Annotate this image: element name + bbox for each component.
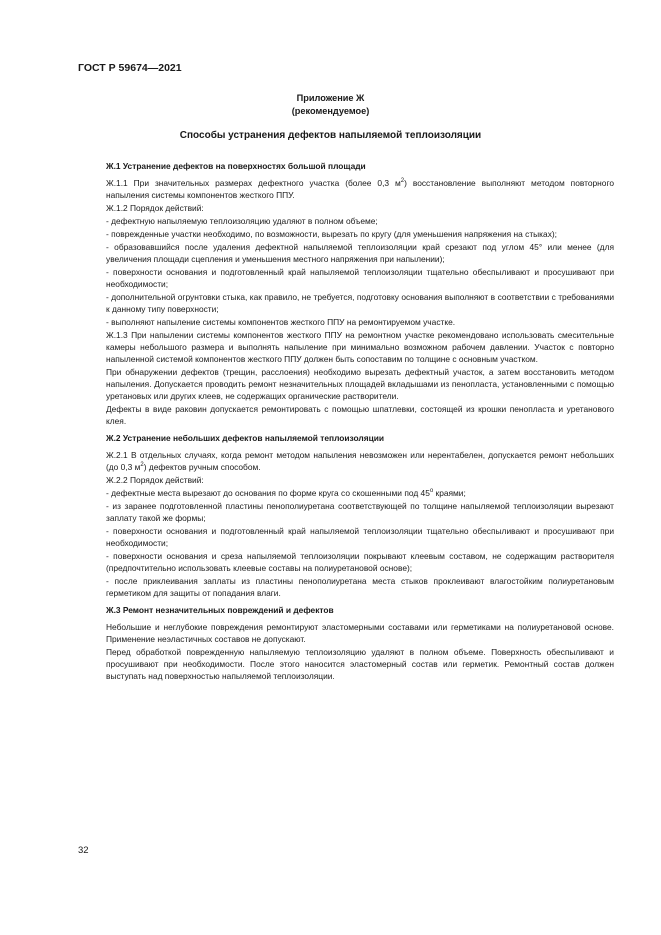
page-number: 32: [78, 845, 89, 856]
appendix-heading: [0, 92, 661, 118]
section-heading-3: Ж.3 Ремонт незначительных повреждений и дефектов: [106, 605, 334, 615]
list-item: - поверхности основания и подготовленный край напыляемой теплоизоляции тщательно обеспыливают и просушивают при необходимости;: [106, 526, 614, 548]
list-item: - из заранее подготовленной пластины пенополиуретана соответствующей по толщине напыляемой теплоизоляции вырезают заплату такой же формы;: [106, 501, 614, 523]
paragraph: Ж.2.1 В отдельных случаях, когда ремонт методом напыления невозможен или нерентабелен, допускается ремонт небольших (до 0,3 $м^2$) дефектов ручным способом.: [106, 450, 614, 472]
section-heading-2: Ж.2 Устранение небольших дефектов напыляемой теплоизоляции: [106, 433, 385, 443]
list-item: - поврежденные участки необходимо, по возможности, вырезать по кругу (для уменьшения напряжения на стыках);: [106, 229, 557, 239]
paragraph: Ж.1.2 Порядок действий:: [106, 203, 204, 213]
paragraph: Перед обработкой поврежденную напыляемую теплоизоляцию удаляют в полном объеме. Поверхность обеспыливают и просушивают при необходимости. После этого наносится эластомерный состав или герметик. Ремонтный состав должен выступать над поверхностью напыляемой теплоизоляции.: [106, 647, 614, 681]
document-body: [106, 160, 614, 683]
paragraph: Ж.1.1 При значительных размерах дефектного участка (более 0,3 $м^2$) восстановление выполняют методом повторного напыления системы компонентов жесткого ППУ.: [106, 178, 614, 200]
list-item: - после приклеивания заплаты из пластины пенополиуретана места стыков проклеивают влагостойким полиуретановым герметиком для защиты от попадания влаги.: [106, 576, 614, 598]
list-item: - дефектную напыляемую теплоизоляцию удаляют в полном объеме;: [106, 216, 378, 226]
list-item: - выполняют напыление системы компонентов жесткого ППУ на ремонтируемом участке.: [106, 317, 456, 327]
appendix-label: Приложение Ж: [296, 93, 365, 103]
paragraph: Ж.2.2 Порядок действий:: [106, 475, 204, 485]
paragraph: Ж.1.3 При напылении системы компонентов жесткого ППУ на ремонтном участке рекомендовано использовать смесительные камеры небольшого размера и выполнять напыление при минимально возможном рабочем давлении. Участок с повторно напыленной системой компонентов жесткого ППУ должен быть сопоставим по толщине с основным участком.: [106, 330, 614, 364]
paragraph: При обнаружении дефектов (трещин, расслоения) необходимо вырезать дефектный участок, а затем восстановить методом напыления. Допускается проводить ремонт незначительных площадей вкладышами из пенопласта, установленными с помощью уретановых или других клеев, не содержащих органические растворители.: [106, 367, 614, 401]
list-item: - дополнительной огрунтовки стыка, как правило, не требуется, подготовку основания выполняют в соответствии с требованиями к данному типу поверхности;: [106, 292, 614, 314]
standard-header: ГОСТ Р 59674—2021: [78, 62, 182, 74]
list-item: - поверхности основания и подготовленный край напыляемой теплоизоляции тщательно обеспыливают и просушивают при необходимости;: [106, 267, 614, 289]
appendix-status: (рекомендуемое): [291, 106, 370, 116]
appendix-title: Способы устранения дефектов напыляемой теплоизоляции: [179, 130, 482, 141]
section-heading-1: Ж.1 Устранение дефектов на поверхностях большой площади: [106, 161, 366, 171]
list-item: - дефектные места вырезают до основания по форме круга со скошенными под $45^о$ краями;: [106, 488, 466, 498]
paragraph: Небольшие и неглубокие повреждения ремонтируют эластомерными составами или герметиками на полиуретановой основе. Применение неэластичных составов не допускают.: [106, 622, 614, 644]
list-item: - образовавшийся после удаления дефектной напыляемой теплоизоляции край срезают под углом 45° или менее (для увеличения площади сцепления и уменьшения местного напряжения при напылении);: [106, 242, 614, 264]
list-item: - поверхности основания и среза напыляемой теплоизоляции покрывают клеевым составом, не содержащим растворителя (предпочтительно использовать клеевые составы на полиуретановой основе);: [106, 551, 614, 573]
paragraph: Дефекты в виде раковин допускается ремонтировать с помощью шпатлевки, состоящей из крошки пенопласта и уретанового клея.: [106, 404, 614, 426]
